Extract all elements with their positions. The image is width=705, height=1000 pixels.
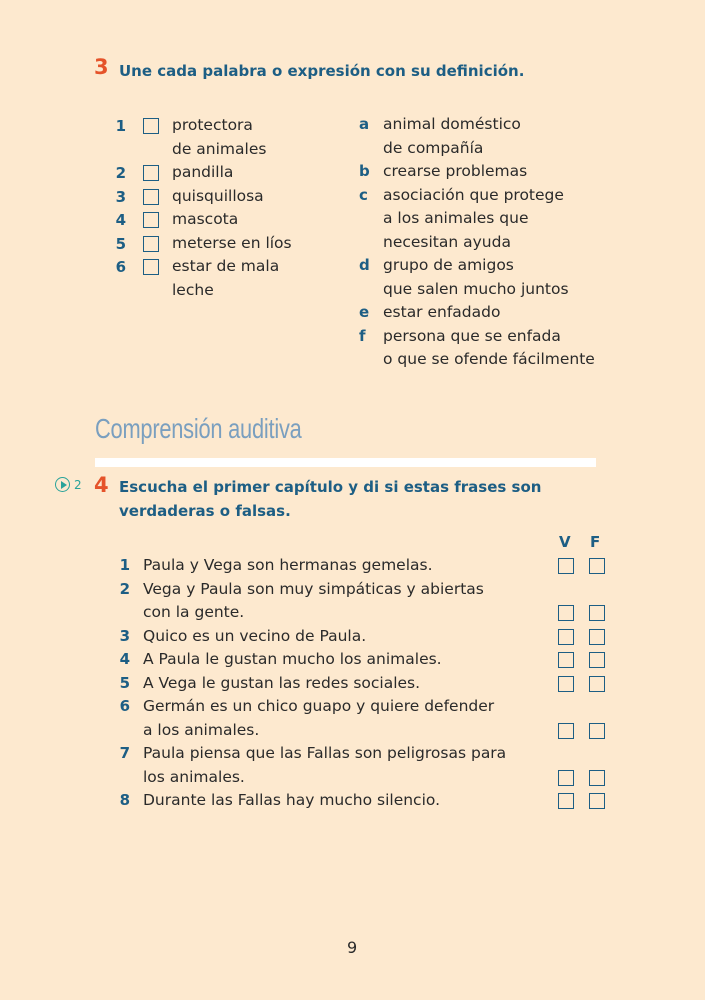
column-header-true: V bbox=[559, 533, 571, 551]
exercise-4-title-line-2: verdaderas o falsas. bbox=[119, 502, 291, 520]
answer-checkbox[interactable] bbox=[143, 165, 159, 181]
statement-number: 3 bbox=[119, 626, 130, 645]
false-checkbox[interactable] bbox=[589, 793, 605, 809]
definition-letter: e bbox=[359, 303, 370, 321]
statement-text: a los animales. bbox=[143, 720, 260, 739]
true-checkbox[interactable] bbox=[558, 793, 574, 809]
word-number: 6 bbox=[115, 258, 126, 276]
word-text: estar de mala bbox=[172, 257, 280, 275]
answer-checkbox[interactable] bbox=[143, 212, 159, 228]
definition-text: que salen mucho juntos bbox=[383, 279, 569, 298]
statement-text: Durante las Fallas hay mucho silencio. bbox=[143, 791, 441, 809]
definition-text: crearse problemas bbox=[383, 162, 528, 180]
exercise-4-number: 4 bbox=[94, 473, 109, 497]
answer-checkbox[interactable] bbox=[143, 118, 159, 134]
answer-checkbox[interactable] bbox=[143, 259, 159, 275]
definition-text: o que se ofende fácilmente bbox=[383, 350, 595, 368]
false-checkbox[interactable] bbox=[589, 605, 605, 621]
statement-number: 6 bbox=[119, 697, 130, 715]
definition-letter: a bbox=[359, 115, 370, 133]
answer-checkbox[interactable] bbox=[143, 236, 159, 252]
exercise-3-number: 3 bbox=[94, 55, 109, 79]
word-text: quisquillosa bbox=[172, 186, 264, 205]
word-text: protectora bbox=[172, 116, 253, 134]
false-checkbox[interactable] bbox=[589, 558, 605, 574]
word-number: 4 bbox=[115, 211, 126, 229]
word-number: 2 bbox=[115, 164, 126, 182]
word-text: mascota bbox=[172, 210, 239, 228]
word-text: leche bbox=[172, 280, 214, 299]
definition-text: grupo de amigos bbox=[383, 256, 514, 274]
definition-text: necesitan ayuda bbox=[383, 232, 511, 251]
definition-letter: c bbox=[359, 185, 368, 204]
false-checkbox[interactable] bbox=[589, 723, 605, 739]
false-checkbox[interactable] bbox=[589, 676, 605, 692]
statement-number: 4 bbox=[119, 650, 130, 668]
word-number: 5 bbox=[115, 234, 126, 253]
definition-letter: d bbox=[359, 256, 370, 274]
definition-letter: f bbox=[359, 326, 366, 345]
word-number: 1 bbox=[115, 117, 126, 135]
exercise-4-title-line-1: Escucha el primer capítulo y di si estas frases son bbox=[119, 478, 542, 496]
definition-text: animal doméstico bbox=[383, 115, 521, 133]
audio-play-icon[interactable] bbox=[55, 477, 70, 492]
audio-track-number: 2 bbox=[74, 478, 82, 492]
answer-checkbox[interactable] bbox=[143, 189, 159, 205]
definition-letter: b bbox=[359, 162, 370, 180]
statement-number: 5 bbox=[119, 673, 130, 692]
true-checkbox[interactable] bbox=[558, 558, 574, 574]
statement-text: los animales. bbox=[143, 767, 245, 786]
exercise-3-title: Une cada palabra o expresión con su definición. bbox=[119, 62, 525, 80]
statement-text: Paula piensa que las Fallas son peligrosas para bbox=[143, 744, 507, 762]
statement-text: Quico es un vecino de Paula. bbox=[143, 626, 367, 645]
statement-text: con la gente. bbox=[143, 603, 245, 621]
definition-text: a los animales que bbox=[383, 209, 529, 227]
false-checkbox[interactable] bbox=[589, 770, 605, 786]
statement-text: Germán es un chico guapo y quiere defender bbox=[143, 697, 495, 715]
statement-number: 1 bbox=[119, 556, 130, 574]
true-checkbox[interactable] bbox=[558, 629, 574, 645]
definition-text: persona que se enfada bbox=[383, 326, 561, 345]
column-header-false: F bbox=[590, 533, 601, 551]
statement-text: A Vega le gustan las redes sociales. bbox=[143, 673, 421, 692]
word-text: meterse en líos bbox=[172, 233, 292, 252]
section-divider bbox=[95, 458, 596, 467]
true-checkbox[interactable] bbox=[558, 676, 574, 692]
statement-number: 8 bbox=[119, 791, 130, 809]
true-checkbox[interactable] bbox=[558, 723, 574, 739]
page-number: 9 bbox=[347, 938, 358, 957]
false-checkbox[interactable] bbox=[589, 629, 605, 645]
statement-text: A Paula le gustan mucho los animales. bbox=[143, 650, 442, 668]
statement-number: 7 bbox=[119, 744, 130, 762]
true-checkbox[interactable] bbox=[558, 770, 574, 786]
true-checkbox[interactable] bbox=[558, 605, 574, 621]
word-text: de animales bbox=[172, 139, 267, 158]
false-checkbox[interactable] bbox=[589, 652, 605, 668]
definition-text: asociación que protege bbox=[383, 185, 564, 204]
definition-text: de compañía bbox=[383, 138, 484, 157]
statement-text: Paula y Vega son hermanas gemelas. bbox=[143, 556, 433, 574]
word-text: pandilla bbox=[172, 163, 234, 181]
word-number: 3 bbox=[115, 187, 126, 206]
section-title: Comprensión auditiva bbox=[95, 413, 302, 444]
statement-number: 2 bbox=[119, 579, 130, 598]
statement-text: Vega y Paula son muy simpáticas y abiertas bbox=[143, 579, 484, 598]
true-checkbox[interactable] bbox=[558, 652, 574, 668]
definition-text: estar enfadado bbox=[383, 303, 501, 321]
